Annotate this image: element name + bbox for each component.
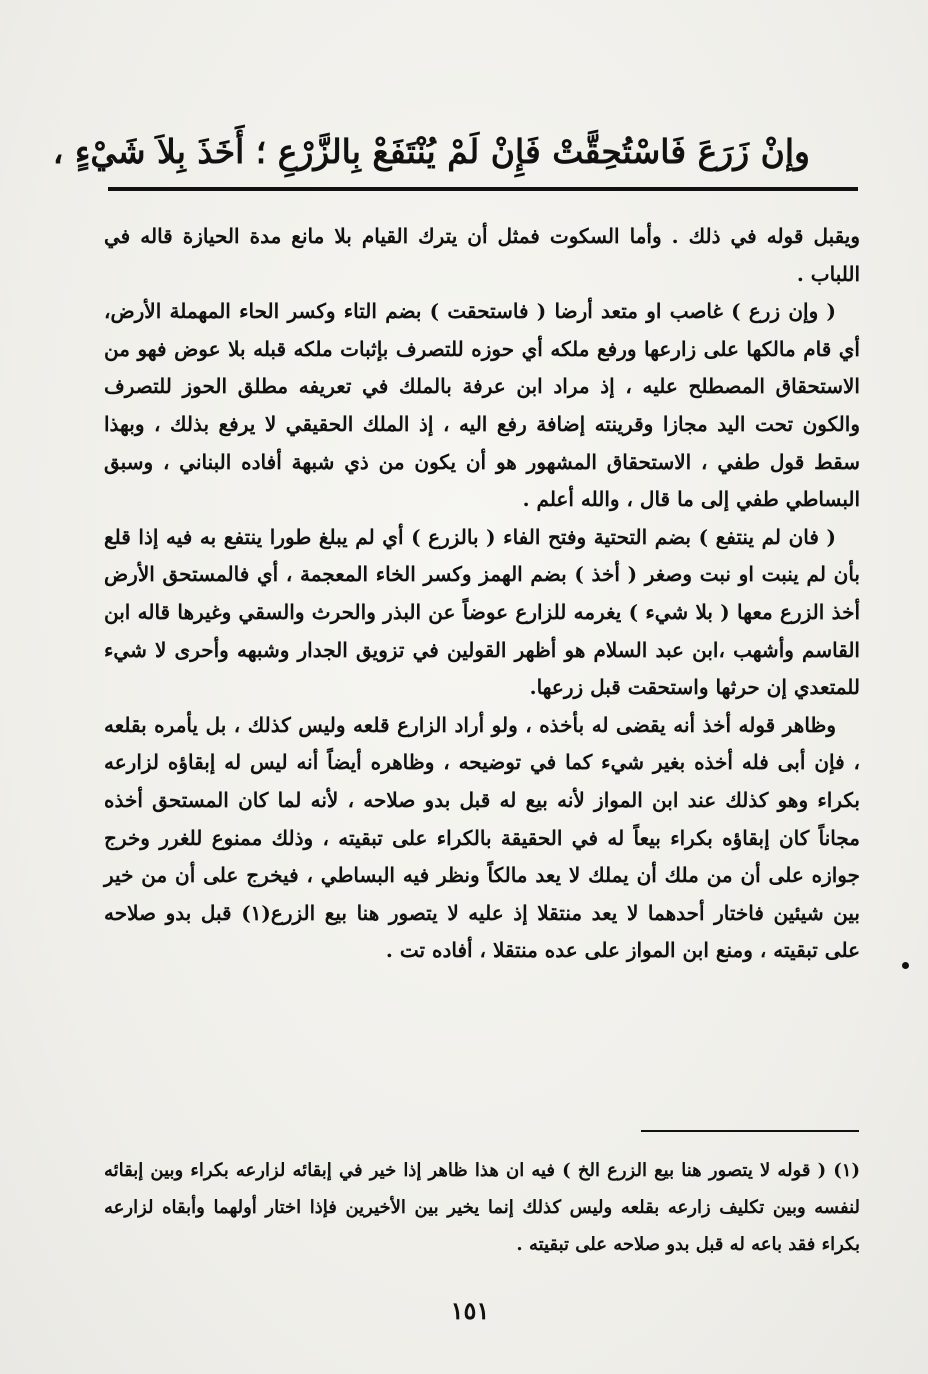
header-divider <box>108 187 858 191</box>
paragraph-2: ( وإن زرع ) غاصب او متعد أرضا ( فاستحقت ) بضم التاء وكسر الحاء المهملة الأرض، أي قام مالكها على زارعها ورفع ملكه أي حوزه للتصرف بإثبات ملكه قبله بلا عوض فهو من الاستحقاق المصطلح عليه ، إذ مراد ابن عرفة بالملك في تعريفه مطلق الحوز للتصرف والكون تحت اليد مجازا وقرينته إضافة رفع اليه ، إذ الملك الحقيقي لا يرفع بذلك ، وبهذا سقط قول طفي ، الاستحقاق المشهور هو أن يكون من ذي شبهة أفاده البناني ، وسبق البساطي طفي إلى ما قال ، والله أعلم . <box>104 299 860 512</box>
ink-speck <box>902 962 909 969</box>
footnote-divider <box>641 1130 859 1132</box>
footnote-text: (١) ( قوله لا يتصور هنا بيع الزرع الخ ) فيه ان هذا ظاهر إذا خير في إبقائه لزارعه بكراء وبين إبقائه لنفسه وبين تكليف زارعه بقلعه وليس كذلك إنما يخير بين الأخيرين فإذا اختار أولهما وأبقاه لزارعه بكراء فقد باعه له قبل بدو صلاحه على تبقيته . <box>104 1160 860 1255</box>
footnote <box>104 1152 860 1263</box>
paragraph-4: وظاهر قوله أخذ أنه يقضى له بأخذه ، ولو أراد الزارع قلعه وليس كذلك ، بل يأمره بقلعه ، فإن أبى فله أخذه بغير شيء كما في توضيحه ، وظاهره أيضاً أنه ليس له إبقاؤه لزارعه بكراء وهو كذلك عند ابن المواز لأنه بيع له قبل بدو صلاحه ، لأنه لما كان المستحق أخذه مجاناً كان إبقاؤه بكراء بيعاً له في الحقيقة بالكراء على تبقيته ، وذلك ممنوع للغرر وخرج جوازه على أن من ملك أن يملك لا يعد مالكاً ونظر فيه البساطي ، فيخرج على أن من خير بين شيئين فاختار أحدهما لا يعد منتقلا إذ عليه لا يتصور هنا بيع الزرع(١) قبل بدو صلاحه على تبقيته ، ومنع ابن المواز على عده منتقلا ، أفاده تت . <box>104 712 860 963</box>
page-header-title: وإنْ زَرَعَ فَاسْتُحِقَّتْ فَإِنْ لَمْ يُنْتَفَعْ بِالزَّرْعِ ؛ أَخَذَ بِلاَ شَيْءٍ ، <box>52 132 810 171</box>
page-number: ١٥١ <box>450 1296 490 1325</box>
paragraph-1: ويقبل قوله في ذلك . وأما السكوت فمثل أن يترك القيام بلا مانع مدة الحيازة قاله في اللباب . <box>104 224 860 286</box>
main-text <box>104 218 860 970</box>
paragraph-3: ( فان لم ينتفع ) بضم التحتية وفتح الفاء ( بالزرع ) أي لم يبلغ طورا ينتفع به فيه إذا قلع بأن لم ينبت او نبت وصغر ( أخذ ) بضم الهمز وكسر الخاء المعجمة ، أي فالمستحق الأرض أخذ الزرع معها ( بلا شيء ) يغرمه للزارع عوضاً عن البذر والحرث والسقي وغيرها قاله ابن القاسم وأشهب ،ابن عبد السلام هو أظهر القولين في تزويق الجدار وشبهه وأحرى لا شيء للمتعدي إن حرثها واستحقت قبل زرعها. <box>104 524 860 700</box>
